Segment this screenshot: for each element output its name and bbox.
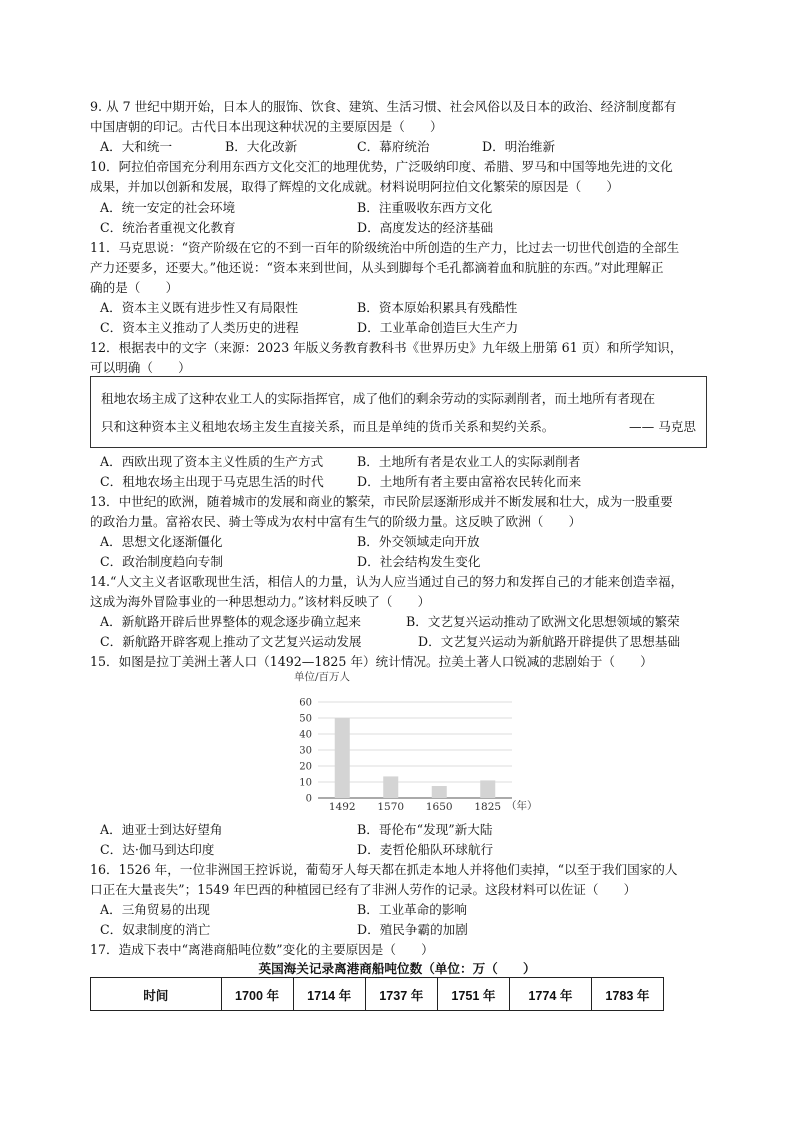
tonnage-table [90, 977, 664, 1011]
chart-y-tick-label: 40 [299, 729, 312, 741]
q12-stem-line2: 可以明确（ ） [90, 360, 191, 375]
q11-option-c: C．资本主义推动了人类历史的进程 [100, 320, 299, 335]
population-bar-chart [280, 668, 540, 820]
q14-stem-line1: 14.“人文主义者讴歌现世生活，相信人的力量，认为人应当通过自己的努力和发挥自己的才能来创造幸福， [90, 574, 684, 589]
q10-option-b: B．注重吸收东西方文化 [357, 200, 493, 215]
q11-stem-line3: 确的是（ ） [90, 280, 179, 295]
q12-quote-line1: 租地农场主成了这种农业工人的实际指挥官，成了他们的剩余劳动的实际剥削者，而土地所有者现在 [101, 391, 656, 406]
chart-y-tick-label: 30 [299, 745, 312, 757]
chart-y-tick-labels [299, 698, 312, 805]
q16-stem-line1: 16．1526 年，一位非洲国王控诉说，葡萄牙人每天都在抓走本地人并将他们卖掉，“以至于我们国家的人 [90, 862, 678, 877]
q11-option-d: D．工业革命创造巨大生产力 [357, 320, 519, 335]
q12-option-b: B．土地所有者是农业工人的实际剥削者 [357, 454, 581, 469]
q17-table-caption: 英国海关记录离港商船吨位数（单位：万（ ） [258, 961, 536, 976]
table-header-cell: 1714 年 [293, 978, 365, 1011]
q15-stem-line1: 15．如图是拉丁美洲土著人口（1492—1825 年）统计情况。拉美土著人口锐减的悲剧始于（ ） [90, 654, 653, 669]
q16-option-b: B．工业革命的影响 [357, 902, 468, 917]
q16-option-c: C．奴隶制度的消亡 [100, 922, 211, 937]
table-header-cell: 1737 年 [365, 978, 437, 1011]
chart-x-tick-labels [329, 801, 501, 813]
chart-bars [335, 718, 496, 798]
chart-y-tick-label: 10 [299, 777, 312, 789]
q12-stem-line1: 12．根据表中的文字（来源：2023 年版义务教育教科书《世界历史》九年级上册第 61 页）和所学知识， [90, 340, 683, 355]
chart-y-unit-label: 单位/百万人 [294, 671, 351, 683]
table-header-cell: 1774 年 [509, 978, 591, 1011]
q12-option-d: D．土地所有者主要由富裕农民转化而来 [357, 474, 582, 489]
q17-stem-line1: 17．造成下表中“离港商船吨位数”变化的主要原因是（ ） [90, 942, 434, 957]
q12-quote-box [90, 376, 707, 448]
chart-svg [280, 668, 540, 820]
chart-bar-1650 [432, 786, 447, 798]
q15-option-c: C．达·伽马到达印度 [100, 842, 215, 857]
q14-option-b: B．文艺复兴运动推动了欧洲文化思想领域的繁荣 [406, 614, 680, 629]
q9-option-a: A．大和统一 [100, 139, 173, 154]
q13-stem-line2: 的政治力量。富裕农民、骑士等成为农村中富有生气的阶级力量。这反映了欧洲（ ） [90, 514, 582, 529]
q12-quote-source: —— 马克思 [629, 419, 696, 434]
table-header-cell: 时间 [91, 978, 222, 1011]
q12-option-c: C．租地农场主出现于马克思生活的时代 [100, 474, 324, 489]
q10-stem-line2: 成果，并加以创新和发展，取得了辉煌的文化成就。材料说明阿拉伯文化繁荣的原因是（ ） [90, 179, 619, 194]
q12-quote-line2: 只和这种资本主义租地农场主发生直接关系，而且是单纯的货币关系和契约关系。 [101, 419, 555, 434]
q13-option-c: C．政治制度趋向专制 [100, 554, 223, 569]
table-header-cell: 1783 年 [591, 978, 663, 1011]
q9-option-c: C．幕府统治 [357, 139, 430, 154]
chart-bar-1825 [480, 780, 495, 798]
q9-option-d: D．明治维新 [482, 139, 556, 154]
q9-option-b: B．大化改新 [225, 139, 298, 154]
chart-y-tick-label: 60 [299, 697, 312, 709]
chart-y-tick-label: 50 [299, 713, 312, 725]
chart-x-unit-label: （年） [506, 800, 538, 812]
q12-option-a: A．西欧出现了资本主义性质的生产方式 [100, 454, 324, 469]
table-header-cell: 1751 年 [437, 978, 509, 1011]
chart-y-tick-label: 20 [299, 761, 312, 773]
chart-x-tick-label: 1570 [377, 801, 405, 813]
q14-option-c: C．新航路开辟客观上推动了文艺复兴运动发展 [100, 634, 362, 649]
table-row [91, 978, 664, 1011]
q10-option-d: D．高度发达的经济基础 [357, 220, 494, 235]
q9-stem-line1: 9. 从 7 世纪中期开始，日本人的服饰、饮食、建筑、生活习惯、社会风俗以及日本的政治、经济制度都有 [90, 99, 677, 114]
q14-option-a: A．新航路开辟后世界整体的观念逐步确立起来 [100, 614, 361, 629]
q11-stem-line1: 11．马克思说：“资产阶级在它的不到一百年的阶级统治中所创造的生产力，比过去一切世代创造的全部生 [90, 240, 680, 255]
table-header-cell: 1700 年 [221, 978, 293, 1011]
q13-stem-line1: 13．中世纪的欧洲，随着城市的发展和商业的繁荣，市民阶层逐渐形成并不断发展和壮大，成为一股重要 [90, 494, 673, 509]
chart-x-tick-label: 1825 [474, 801, 502, 813]
chart-x-tick-label: 1492 [328, 801, 356, 813]
chart-bar-1570 [383, 776, 398, 798]
q16-stem-line2: 口正在大量丧失”；1549 年巴西的种植园已经有了非洲人劳作的记录。这段材料可以佐证（ ） [90, 882, 637, 897]
q11-option-a: A．资本主义既有进步性又有局限性 [100, 300, 299, 315]
q13-option-b: B．外交领域走向开放 [357, 534, 480, 549]
q15-option-d: D．麦哲伦船队环球航行 [357, 842, 494, 857]
q10-option-c: C．统治者重视文化教育 [100, 220, 236, 235]
q16-option-d: D．殖民争霸的加剧 [357, 922, 468, 937]
q11-option-b: B．资本原始积累具有残酷性 [357, 300, 518, 315]
q15-option-b: B．哥伦布“发现”新大陆 [357, 822, 493, 837]
q10-option-a: A．统一安定的社会环境 [100, 200, 236, 215]
chart-bar-1492 [335, 718, 350, 798]
q16-option-a: A．三角贸易的出现 [100, 902, 210, 917]
q14-option-d: D．文艺复兴运动为新航路开辟提供了思想基础 [418, 634, 680, 649]
q10-stem-line1: 10．阿拉伯帝国充分利用东西方文化交汇的地理优势，广泛吸纳印度、希腊、罗马和中国等地先进的文化 [90, 159, 673, 174]
q9-stem-line2: 中国唐朝的印记。古代日本出现这种状况的主要原因是（ ） [90, 119, 443, 134]
q14-stem-line2: 这成为海外冒险事业的一种思想动力。”该材料反映了（ ） [90, 594, 431, 609]
q13-option-d: D．社会结构发生变化 [357, 554, 481, 569]
q11-stem-line2: 产力还要多，还要大。”他还说：“资本来到世间，从头到脚每个毛孔都滴着血和肮脏的东西。”对此理解正 [90, 260, 664, 275]
q15-option-a: A．迪亚士到达好望角 [100, 822, 223, 837]
chart-x-tick-label: 1650 [425, 801, 453, 813]
q13-option-a: A．思想文化逐渐僵化 [100, 534, 223, 549]
chart-y-tick-label: 0 [305, 793, 312, 805]
